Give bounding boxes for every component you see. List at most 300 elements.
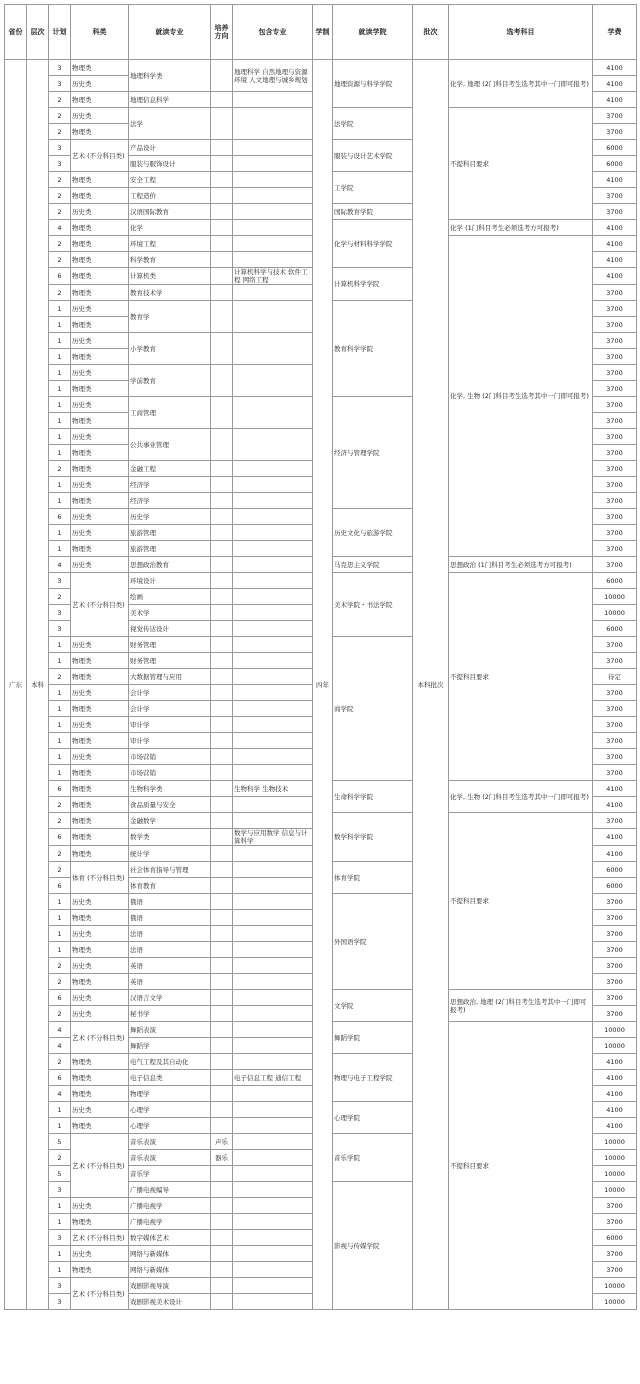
- included-majors-cell: [233, 974, 313, 990]
- plan-cell: 1: [49, 413, 71, 429]
- type-cell: 历史类: [71, 1006, 129, 1022]
- college-cell: 马克思主义学院: [333, 557, 413, 573]
- plan-cell: 2: [49, 172, 71, 188]
- direction-cell: [211, 829, 233, 846]
- major-cell: 产品设计: [129, 140, 211, 156]
- plan-cell: 1: [49, 749, 71, 765]
- direction-cell: 声乐: [211, 1134, 233, 1150]
- fee-cell: 3700: [593, 413, 637, 429]
- major-cell: 工商管理: [129, 397, 211, 429]
- plan-cell: 2: [49, 236, 71, 252]
- direction-cell: [211, 813, 233, 829]
- major-cell: 教育技术学: [129, 285, 211, 301]
- elective-cell: 不提科目要求: [449, 1022, 593, 1310]
- fee-cell: 3700: [593, 493, 637, 509]
- included-majors-cell: [233, 910, 313, 926]
- plan-cell: 6: [49, 781, 71, 797]
- header-fee: 学费: [593, 5, 637, 60]
- college-cell: 物理与电子工程学院: [333, 1054, 413, 1102]
- included-majors-cell: [233, 1166, 313, 1182]
- included-majors-cell: [233, 1198, 313, 1214]
- fee-cell: 4100: [593, 1086, 637, 1102]
- plan-cell: 1: [49, 397, 71, 413]
- plan-cell: 2: [49, 958, 71, 974]
- direction-cell: 器乐: [211, 1150, 233, 1166]
- included-majors-cell: [233, 669, 313, 685]
- fee-cell: 4100: [593, 220, 637, 236]
- direction-cell: [211, 797, 233, 813]
- header-college: 就读学院: [333, 5, 413, 60]
- plan-cell: 3: [49, 140, 71, 156]
- direction-cell: [211, 1214, 233, 1230]
- major-cell: 数字媒体艺术: [129, 1230, 211, 1246]
- fee-cell: 3700: [593, 509, 637, 525]
- type-cell: 历史类: [71, 958, 129, 974]
- fee-cell: 3700: [593, 188, 637, 204]
- fee-cell: 3700: [593, 685, 637, 701]
- major-cell: 服装与服饰设计: [129, 156, 211, 172]
- type-cell: 物理类: [71, 317, 129, 333]
- type-cell: 艺术 (不分科目类): [71, 1230, 129, 1246]
- plan-cell: 2: [49, 974, 71, 990]
- plan-cell: 1: [49, 317, 71, 333]
- included-majors-cell: [233, 461, 313, 477]
- header-direction: 培养方向: [211, 5, 233, 60]
- type-cell: 物理类: [71, 413, 129, 429]
- direction-cell: [211, 685, 233, 701]
- major-cell: 音乐学: [129, 1166, 211, 1182]
- direction-cell: [211, 108, 233, 140]
- included-majors-cell: [233, 878, 313, 894]
- type-cell: 历史类: [71, 926, 129, 942]
- plan-cell: 6: [49, 509, 71, 525]
- major-cell: 历史学: [129, 509, 211, 525]
- major-cell: 地理信息科学: [129, 92, 211, 108]
- plan-cell: 1: [49, 653, 71, 669]
- plan-cell: 4: [49, 557, 71, 573]
- plan-cell: 2: [49, 461, 71, 477]
- fee-cell: 10000: [593, 1134, 637, 1150]
- included-majors-cell: [233, 301, 313, 333]
- fee-cell: 3700: [593, 301, 637, 317]
- fee-cell: 3700: [593, 108, 637, 124]
- type-cell: 艺术 (不分科目类): [71, 1134, 129, 1198]
- type-cell: 物理类: [71, 220, 129, 236]
- type-cell: 历史类: [71, 509, 129, 525]
- included-majors-cell: [233, 589, 313, 605]
- direction-cell: [211, 878, 233, 894]
- direction-cell: [211, 509, 233, 525]
- direction-cell: [211, 541, 233, 557]
- direction-cell: [211, 894, 233, 910]
- plan-cell: 3: [49, 573, 71, 589]
- included-majors-cell: [233, 172, 313, 188]
- major-cell: 地理科学类: [129, 60, 211, 92]
- fee-cell: 4100: [593, 60, 637, 76]
- included-majors-cell: [233, 557, 313, 573]
- type-cell: 物理类: [71, 765, 129, 781]
- type-cell: 物理类: [71, 92, 129, 108]
- type-cell: 物理类: [71, 781, 129, 797]
- direction-cell: [211, 990, 233, 1006]
- major-cell: 舞蹈表演: [129, 1022, 211, 1038]
- included-majors-cell: [233, 1102, 313, 1118]
- included-majors-cell: [233, 509, 313, 525]
- major-cell: 市场营销: [129, 765, 211, 781]
- fee-cell: 3700: [593, 910, 637, 926]
- type-cell: 历史类: [71, 1198, 129, 1214]
- direction-cell: [211, 1038, 233, 1054]
- direction-cell: [211, 1182, 233, 1198]
- plan-cell: 2: [49, 862, 71, 878]
- type-cell: 历史类: [71, 204, 129, 220]
- major-cell: 财务管理: [129, 653, 211, 669]
- college-cell: 外国语学院: [333, 894, 413, 990]
- major-cell: 法语: [129, 926, 211, 942]
- direction-cell: [211, 637, 233, 653]
- fee-cell: 10000: [593, 1022, 637, 1038]
- included-majors-cell: [233, 653, 313, 669]
- major-cell: 戏剧影视美术设计: [129, 1294, 211, 1310]
- plan-cell: 1: [49, 701, 71, 717]
- plan-cell: 4: [49, 220, 71, 236]
- type-cell: 历史类: [71, 637, 129, 653]
- type-cell: 物理类: [71, 733, 129, 749]
- included-majors-cell: [233, 573, 313, 589]
- included-majors-cell: [233, 252, 313, 268]
- included-majors-cell: [233, 541, 313, 557]
- type-cell: 历史类: [71, 717, 129, 733]
- fee-cell: 10000: [593, 1166, 637, 1182]
- college-cell: 体育学院: [333, 862, 413, 894]
- header-elective: 选考科目: [449, 5, 593, 60]
- plan-cell: 2: [49, 204, 71, 220]
- direction-cell: [211, 605, 233, 621]
- major-cell: 汉语言文学: [129, 990, 211, 1006]
- included-majors-cell: [233, 1022, 313, 1038]
- plan-cell: 1: [49, 349, 71, 365]
- major-cell: 物理学: [129, 1086, 211, 1102]
- included-majors-cell: [233, 1038, 313, 1054]
- fee-cell: 3700: [593, 974, 637, 990]
- fee-cell: 3700: [593, 765, 637, 781]
- fee-cell: 3700: [593, 637, 637, 653]
- major-cell: 舞蹈学: [129, 1038, 211, 1054]
- plan-cell: 3: [49, 1230, 71, 1246]
- direction-cell: [211, 1022, 233, 1038]
- admission-plan-table: [4, 4, 637, 1310]
- included-majors-cell: [233, 990, 313, 1006]
- direction-cell: [211, 557, 233, 573]
- major-cell: 化学: [129, 220, 211, 236]
- included-majors-cell: 计算机科学与技术 软件工程 网络工程: [233, 268, 313, 285]
- major-cell: 金融数学: [129, 813, 211, 829]
- major-cell: 广播电视学: [129, 1198, 211, 1214]
- fee-cell: 4100: [593, 268, 637, 285]
- college-cell: 音乐学院: [333, 1134, 413, 1182]
- type-cell: 历史类: [71, 301, 129, 317]
- college-cell: 国际教育学院: [333, 204, 413, 220]
- included-majors-cell: [233, 140, 313, 156]
- major-cell: 戏剧影视导演: [129, 1278, 211, 1294]
- direction-cell: [211, 236, 233, 252]
- direction-cell: [211, 942, 233, 958]
- included-majors-cell: [233, 733, 313, 749]
- included-majors-cell: [233, 1134, 313, 1150]
- included-majors-cell: [233, 493, 313, 509]
- header-duration: 学制: [313, 5, 333, 60]
- fee-cell: 3700: [593, 733, 637, 749]
- college-cell: 数学科学学院: [333, 813, 413, 862]
- included-majors-cell: [233, 1182, 313, 1198]
- plan-cell: 3: [49, 1182, 71, 1198]
- plan-cell: 6: [49, 268, 71, 285]
- header-type: 科类: [71, 5, 129, 60]
- major-cell: 审计学: [129, 733, 211, 749]
- plan-cell: 2: [49, 813, 71, 829]
- plan-cell: 3: [49, 1294, 71, 1310]
- plan-cell: 3: [49, 76, 71, 92]
- direction-cell: [211, 1230, 233, 1246]
- fee-cell: 10000: [593, 1038, 637, 1054]
- direction-cell: [211, 285, 233, 301]
- fee-cell: 6000: [593, 621, 637, 637]
- fee-cell: 6000: [593, 156, 637, 172]
- type-cell: 物理类: [71, 813, 129, 829]
- direction-cell: [211, 188, 233, 204]
- major-cell: 社会体育指导与管理: [129, 862, 211, 878]
- type-cell: 物理类: [71, 1086, 129, 1102]
- type-cell: 物理类: [71, 1054, 129, 1070]
- type-cell: 体育 (不分科目类): [71, 862, 129, 894]
- included-majors-cell: [233, 846, 313, 862]
- elective-cell: 思想政治, 地理 (2门科目考生选考其中一门即可报考): [449, 990, 593, 1022]
- plan-cell: 1: [49, 301, 71, 317]
- major-cell: 会计学: [129, 701, 211, 717]
- direction-cell: [211, 397, 233, 429]
- plan-cell: 6: [49, 1070, 71, 1086]
- plan-cell: 1: [49, 942, 71, 958]
- direction-cell: [211, 301, 233, 333]
- fee-cell: 3700: [593, 1214, 637, 1230]
- fee-cell: 10000: [593, 1294, 637, 1310]
- major-cell: 体育教育: [129, 878, 211, 894]
- plan-cell: 1: [49, 637, 71, 653]
- plan-cell: 3: [49, 621, 71, 637]
- included-majors-cell: [233, 621, 313, 637]
- college-cell: 生命科学学院: [333, 781, 413, 813]
- included-majors-cell: [233, 942, 313, 958]
- elective-cell: 思想政治 (1门科目考生必须选考方可报考): [449, 557, 593, 573]
- direction-cell: [211, 268, 233, 285]
- type-cell: 物理类: [71, 188, 129, 204]
- type-cell: 历史类: [71, 557, 129, 573]
- major-cell: 学前教育: [129, 365, 211, 397]
- plan-cell: 1: [49, 1246, 71, 1262]
- major-cell: 旅游管理: [129, 525, 211, 541]
- college-cell: 化学与材料科学学院: [333, 220, 413, 268]
- included-majors-cell: 数学与应用数学 信息与计算科学: [233, 829, 313, 846]
- plan-cell: 1: [49, 926, 71, 942]
- type-cell: 历史类: [71, 990, 129, 1006]
- major-cell: 经济学: [129, 477, 211, 493]
- fee-cell: 4100: [593, 781, 637, 797]
- type-cell: 艺术 (不分科目类): [71, 1022, 129, 1054]
- direction-cell: [211, 204, 233, 220]
- direction-cell: [211, 429, 233, 461]
- direction-cell: [211, 926, 233, 942]
- fee-cell: 4100: [593, 252, 637, 268]
- plan-cell: 4: [49, 1038, 71, 1054]
- fee-cell: 3700: [593, 381, 637, 397]
- type-cell: 物理类: [71, 461, 129, 477]
- fee-cell: 10000: [593, 605, 637, 621]
- plan-cell: 2: [49, 1054, 71, 1070]
- fee-cell: 3700: [593, 749, 637, 765]
- major-cell: 广播电视编导: [129, 1182, 211, 1198]
- elective-cell: 化学, 地理 (2门科目考生选考其中一门即可报考): [449, 60, 593, 108]
- type-cell: 历史类: [71, 397, 129, 413]
- direction-cell: [211, 1198, 233, 1214]
- elective-cell: 不提科目要求: [449, 108, 593, 220]
- type-cell: 物理类: [71, 1214, 129, 1230]
- major-cell: 广播电视学: [129, 1214, 211, 1230]
- type-cell: 物理类: [71, 285, 129, 301]
- type-cell: 历史类: [71, 333, 129, 349]
- table-row: [5, 60, 637, 76]
- included-majors-cell: [233, 333, 313, 365]
- type-cell: 物理类: [71, 701, 129, 717]
- direction-cell: [211, 1118, 233, 1134]
- type-cell: 艺术 (不分科目类): [71, 140, 129, 172]
- type-cell: 物理类: [71, 829, 129, 846]
- type-cell: 物理类: [71, 797, 129, 813]
- included-majors-cell: [233, 797, 313, 813]
- college-cell: 影视与传媒学院: [333, 1182, 413, 1310]
- major-cell: 教育学: [129, 301, 211, 333]
- major-cell: 美术学: [129, 605, 211, 621]
- fee-cell: 4100: [593, 797, 637, 813]
- major-cell: 网络与新媒体: [129, 1262, 211, 1278]
- type-cell: 历史类: [71, 365, 129, 381]
- plan-cell: 6: [49, 829, 71, 846]
- included-majors-cell: [233, 429, 313, 461]
- fee-cell: 6000: [593, 878, 637, 894]
- plan-cell: 2: [49, 846, 71, 862]
- plan-cell: 1: [49, 1214, 71, 1230]
- direction-cell: [211, 1166, 233, 1182]
- fee-cell: 10000: [593, 1150, 637, 1166]
- included-majors-cell: [233, 926, 313, 942]
- direction-cell: [211, 461, 233, 477]
- elective-cell: 化学 (1门科目考生必须选考方可报考): [449, 220, 593, 236]
- major-cell: 科学教育: [129, 252, 211, 268]
- direction-cell: [211, 749, 233, 765]
- fee-cell: 10000: [593, 589, 637, 605]
- fee-cell: 3700: [593, 1246, 637, 1262]
- type-cell: 历史类: [71, 1102, 129, 1118]
- fee-cell: 3700: [593, 124, 637, 140]
- direction-cell: [211, 140, 233, 156]
- included-majors-cell: [233, 1118, 313, 1134]
- fee-cell: 6000: [593, 862, 637, 878]
- plan-cell: 4: [49, 1022, 71, 1038]
- direction-cell: [211, 92, 233, 108]
- direction-cell: [211, 846, 233, 862]
- fee-cell: 3700: [593, 429, 637, 445]
- included-majors-cell: [233, 236, 313, 252]
- fee-cell: 3700: [593, 1262, 637, 1278]
- included-majors-cell: [233, 894, 313, 910]
- fee-cell: 3700: [593, 204, 637, 220]
- plan-cell: 1: [49, 445, 71, 461]
- included-majors-cell: [233, 749, 313, 765]
- fee-cell: 3700: [593, 557, 637, 573]
- plan-cell: 1: [49, 1102, 71, 1118]
- major-cell: 网络与新媒体: [129, 1246, 211, 1262]
- included-majors-cell: [233, 477, 313, 493]
- elective-cell: 不提科目要求: [449, 573, 593, 781]
- direction-cell: [211, 252, 233, 268]
- fee-cell: 4100: [593, 236, 637, 252]
- type-cell: 物理类: [71, 846, 129, 862]
- fee-cell: 3700: [593, 990, 637, 1006]
- major-cell: 审计学: [129, 717, 211, 733]
- header-level: 层次: [27, 5, 49, 60]
- type-cell: 物理类: [71, 541, 129, 557]
- plan-cell: 2: [49, 124, 71, 140]
- fee-cell: 3700: [593, 717, 637, 733]
- plan-cell: 3: [49, 605, 71, 621]
- direction-cell: [211, 525, 233, 541]
- fee-cell: 3700: [593, 813, 637, 829]
- type-cell: 物理类: [71, 653, 129, 669]
- type-cell: 物理类: [71, 1118, 129, 1134]
- college-cell: 服装与设计艺术学院: [333, 140, 413, 172]
- college-cell: 文学院: [333, 990, 413, 1022]
- plan-cell: 2: [49, 188, 71, 204]
- plan-cell: 6: [49, 990, 71, 1006]
- included-majors-cell: 地理科学 自然地理与资源环境 人文地理与城乡规划: [233, 60, 313, 92]
- fee-cell: 4100: [593, 829, 637, 846]
- major-cell: 经济学: [129, 493, 211, 509]
- major-cell: 环境设计: [129, 573, 211, 589]
- plan-cell: 1: [49, 765, 71, 781]
- major-cell: 数学类: [129, 829, 211, 846]
- direction-cell: [211, 589, 233, 605]
- direction-cell: [211, 781, 233, 797]
- plan-cell: 1: [49, 733, 71, 749]
- table-body: [5, 60, 637, 1310]
- direction-cell: [211, 1262, 233, 1278]
- included-majors-cell: [233, 1054, 313, 1070]
- plan-cell: 2: [49, 1006, 71, 1022]
- direction-cell: [211, 974, 233, 990]
- header-province: 省份: [5, 5, 27, 60]
- direction-cell: [211, 60, 233, 92]
- plan-cell: 3: [49, 156, 71, 172]
- type-cell: 物理类: [71, 236, 129, 252]
- college-cell: 历史文化与旅游学院: [333, 509, 413, 557]
- direction-cell: [211, 1070, 233, 1086]
- included-majors-cell: [233, 685, 313, 701]
- type-cell: 物理类: [71, 669, 129, 685]
- plan-cell: 1: [49, 1118, 71, 1134]
- direction-cell: [211, 365, 233, 397]
- included-majors-cell: [233, 397, 313, 429]
- major-cell: 思想政治教育: [129, 557, 211, 573]
- included-majors-cell: [233, 1214, 313, 1230]
